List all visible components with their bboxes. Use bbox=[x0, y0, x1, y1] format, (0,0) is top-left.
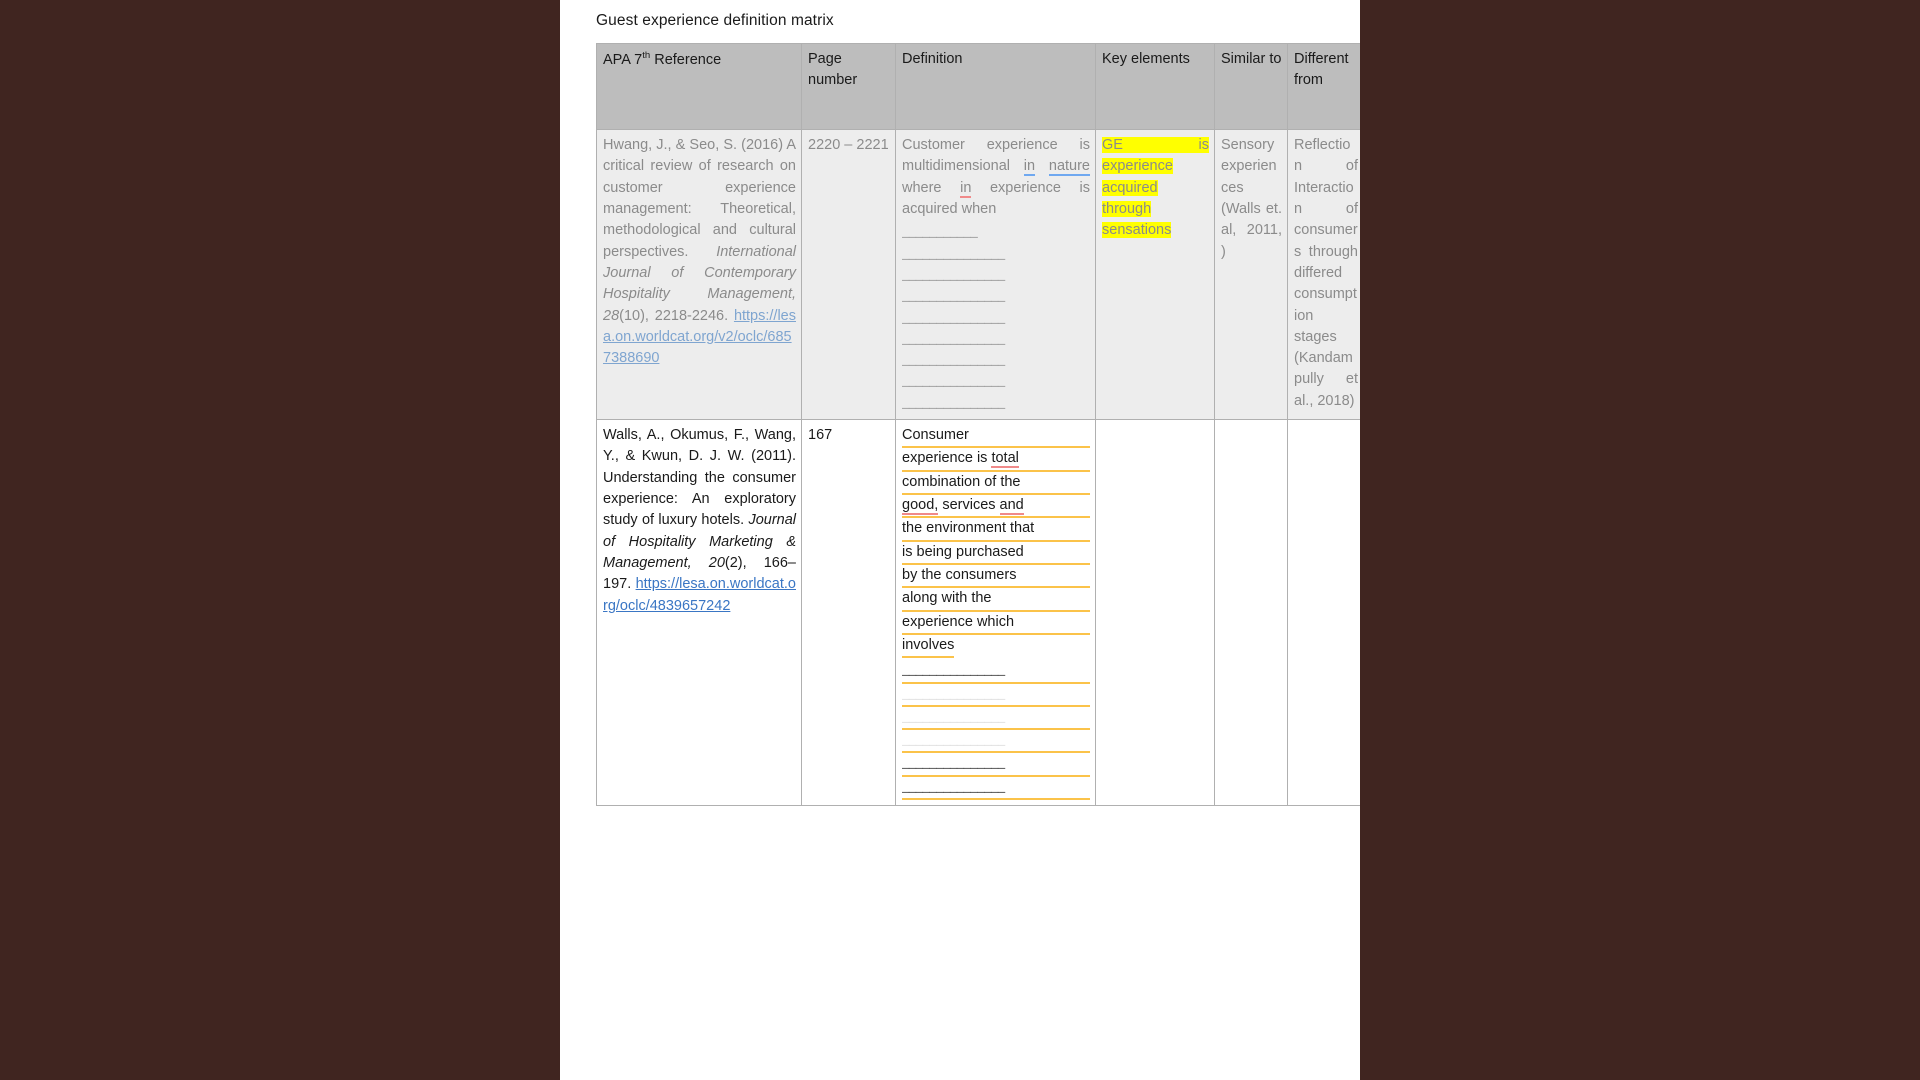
reference-text-tail: (2), 166–197. bbox=[603, 554, 796, 593]
definition-seg-4: where bbox=[902, 179, 961, 196]
column-header-key-elements: Key elements bbox=[1096, 44, 1215, 130]
blank-line: _______________ bbox=[902, 684, 1090, 707]
definition-blank-lines bbox=[902, 222, 1090, 414]
cell-definition bbox=[896, 420, 1096, 806]
definition-grammar-text bbox=[902, 425, 1090, 658]
definition-line: is being purchased bbox=[902, 542, 1090, 565]
blank-line: _______________ bbox=[902, 777, 1090, 800]
blank-line: _______________ bbox=[902, 394, 1005, 411]
blank-line: _______________ bbox=[902, 245, 1005, 262]
definition-spell-nature: nature bbox=[1048, 158, 1090, 175]
definition-line: combination of the bbox=[902, 472, 1090, 495]
definition-spell-word: good, bbox=[902, 497, 939, 513]
table-header bbox=[597, 44, 1361, 130]
definition-spell-in-2: in bbox=[960, 179, 972, 196]
blank-line: _______________ bbox=[902, 660, 1090, 683]
blank-line: _______________ bbox=[902, 730, 1090, 753]
definition-spell-word: and bbox=[999, 497, 1024, 513]
column-header-page-number: Page number bbox=[802, 44, 896, 130]
definition-line: by the consumers bbox=[902, 565, 1090, 588]
page-title: Guest experience definition matrix bbox=[596, 12, 834, 29]
definition-line: Consumer bbox=[902, 425, 1090, 448]
cell-similar-to bbox=[1215, 420, 1288, 806]
cell-reference bbox=[597, 130, 802, 420]
column-header-similar-to: Similar to bbox=[1215, 44, 1288, 130]
blank-line: ___________ bbox=[902, 224, 978, 241]
guest-experience-definition-matrix bbox=[596, 43, 1360, 806]
definition-space bbox=[1035, 158, 1049, 174]
reference-journal-italic: Journal of Hospitality Marketing & Management, 20 bbox=[603, 512, 796, 571]
definition-line: experience which bbox=[902, 612, 1090, 635]
definition-spell-word: total bbox=[991, 450, 1019, 467]
key-elements-highlighted-text: GE is experience acquired through sensations bbox=[1102, 137, 1209, 239]
definition-line: experience is total bbox=[902, 448, 1090, 471]
column-header-definition: Definition bbox=[896, 44, 1096, 130]
definition-line: along with the bbox=[902, 588, 1090, 611]
definition-line: the environment that bbox=[902, 518, 1090, 541]
table-header-row bbox=[597, 44, 1361, 130]
cell-different-from bbox=[1288, 420, 1361, 806]
blank-line: _______________ bbox=[902, 288, 1005, 305]
definition-line: involves bbox=[902, 635, 954, 658]
blank-line: _______________ bbox=[902, 373, 1005, 390]
cell-definition bbox=[896, 130, 1096, 420]
document-page bbox=[560, 0, 1360, 1080]
reference-text: Hwang, J., & Seo, S. (2016) A critical review of research on customer experience management: Theoretical, methodological and cultural perspectives. bbox=[603, 137, 796, 260]
blank-line: _______________ bbox=[902, 330, 1005, 347]
reference-link[interactable]: https://lesa.on.worldcat.org/oclc/4839657242 bbox=[603, 576, 796, 614]
reference-link[interactable]: https://lesa.on.worldcat.org/v2/oclc/6857388690 bbox=[603, 307, 796, 367]
definition-line: good, services and bbox=[902, 495, 1090, 518]
blank-line: _______________ bbox=[902, 753, 1090, 776]
cell-page-number: 2220 – 2221 bbox=[802, 130, 896, 420]
cell-reference bbox=[597, 420, 802, 806]
cell-page-number: 167 bbox=[802, 420, 896, 806]
cell-key-elements bbox=[1096, 420, 1215, 806]
table-row bbox=[597, 130, 1361, 420]
reference-text: Walls, A., Okumus, F., Wang, Y., & Kwun, D. J. W. (2011). Understanding the consumer experience: An exploratory study of luxury hotels. bbox=[603, 427, 796, 529]
table-row bbox=[597, 420, 1361, 806]
definition-spell-in-1: in bbox=[1023, 158, 1036, 175]
definition-seg-6: experience is acquired when bbox=[902, 179, 1090, 217]
blank-line: _______________ bbox=[902, 707, 1090, 730]
definition-seg-0: Customer experience is multidimensional bbox=[902, 137, 1090, 175]
cell-key-elements bbox=[1096, 130, 1215, 420]
blank-line: _______________ bbox=[902, 352, 1005, 369]
blank-line: _______________ bbox=[902, 309, 1005, 326]
column-header-reference: APA 7th Reference bbox=[597, 44, 802, 130]
column-header-different-from: Different from bbox=[1288, 44, 1361, 130]
ordinal-superscript: th bbox=[642, 50, 651, 61]
blank-line: _______________ bbox=[902, 266, 1005, 283]
reference-journal-italic: International Journal of Contemporary Hospitality Management, 28 bbox=[603, 243, 796, 324]
reference-text-tail: (10), 2218-2246. bbox=[619, 307, 734, 324]
cell-different-from: Reflection of Interaction of consumers through differed consumption stages (Kandampully et al., 2018) bbox=[1288, 130, 1361, 420]
cell-similar-to: Sensory experiences (Walls et. al, 2011, ) bbox=[1215, 130, 1288, 420]
definition-blank-lines bbox=[902, 660, 1090, 800]
table-body bbox=[597, 130, 1361, 806]
